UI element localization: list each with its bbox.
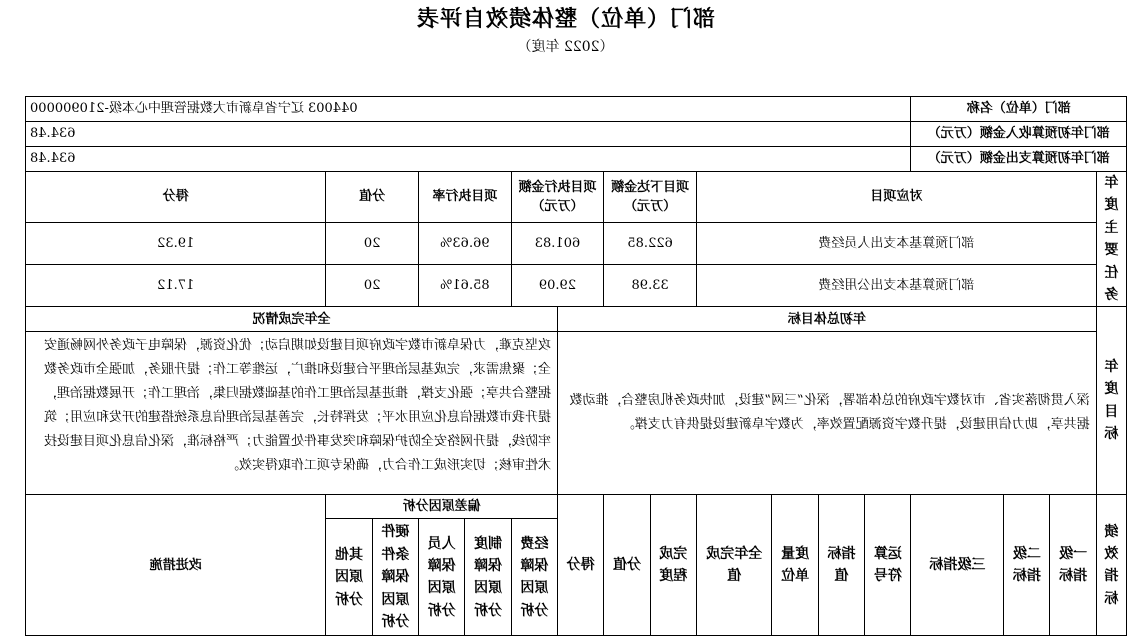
col-level2: 二级指标 bbox=[1004, 495, 1050, 636]
col-system-cause: 制度保障原因分析 bbox=[465, 519, 511, 636]
col-score-value: 分值 bbox=[326, 172, 419, 223]
col-annual-completion: 全年完成值 bbox=[696, 495, 772, 636]
col-hardware-cause: 硬件条件保障原因分析 bbox=[372, 519, 418, 636]
income-label: 部门年初预算收入金额（万元） bbox=[911, 122, 1127, 147]
task-allocated: 33.98 bbox=[604, 265, 697, 307]
col-indicator-value: 指标值 bbox=[818, 495, 864, 636]
col-score: 得分 bbox=[26, 172, 326, 223]
task-score-value: 20 bbox=[326, 223, 419, 265]
task-score: 17.12 bbox=[26, 265, 326, 307]
deviation-header: 偏差原因分析 bbox=[326, 495, 558, 519]
page-title: 部门（单位）整体绩效自评表 bbox=[416, 6, 716, 32]
task-project: 部门预算基本支出公用经费 bbox=[696, 265, 1096, 307]
task-executed: 601.83 bbox=[511, 223, 604, 265]
goals-content-row bbox=[26, 332, 1127, 495]
completion-text: 攻坚克难，力保阜新市数字政府项目建设如期启动；优化资源，保障电子政务外网畅通安全；聚焦需求，完成基层治理平台建设和推广，运维等工作；提升服务，加强全市政务数据整合共享；强化支撑，推进基层治理工作的基础数据归集，治理工作；开展数据治理，提升我市数据信息化应用水平；发挥特长，完善基层治理信息系统搭建的开发和应用；筑牢防线，提升网络安全防护保障和突发事件处置能力；严格标准，深化信息化项目建设技术性审核；切实形成工作合力，确保专项工作取得实效。 bbox=[26, 332, 558, 495]
task-score: 19.32 bbox=[26, 223, 326, 265]
initial-goal-text: 深入贯彻落实省、市对数字政府的总体部署，深化“三网”建设，加快政务机房整合，推动数据共享，助力信用建设，提升数字资源配置效率，为数字阜新建设提供有力支撑。 bbox=[557, 332, 1096, 495]
col-operator: 运算符号 bbox=[865, 495, 911, 636]
expense-row bbox=[26, 147, 1127, 172]
task-row bbox=[26, 265, 1127, 307]
col-level3: 三级指标 bbox=[911, 495, 1004, 636]
expense-value: 634.48 bbox=[26, 147, 911, 172]
goals-section-label: 年度目标 bbox=[1096, 307, 1126, 495]
tasks-section-label: 年度主要任务 bbox=[1096, 172, 1126, 307]
org-name-value: 044003 辽宁省阜新市大数据管理中心本级-210900000 bbox=[26, 97, 911, 122]
org-name-row bbox=[26, 97, 1127, 122]
col-other-cause: 其他原因分析 bbox=[326, 519, 372, 636]
income-row bbox=[26, 122, 1127, 147]
goals-header-row bbox=[26, 307, 1127, 332]
col-rate: 项目执行率 bbox=[418, 172, 511, 223]
indicators-section-label: 绩效指标 bbox=[1096, 495, 1126, 636]
task-allocated: 622.85 bbox=[604, 223, 697, 265]
col-executed: 项目执行金额（万元） bbox=[511, 172, 604, 223]
task-score-value: 20 bbox=[326, 265, 419, 307]
initial-goal-header: 年初总体目标 bbox=[557, 307, 1096, 332]
task-executed: 29.09 bbox=[511, 265, 604, 307]
col-completion-degree: 完成程度 bbox=[650, 495, 696, 636]
task-row bbox=[26, 223, 1127, 265]
task-rate: 96.63% bbox=[418, 223, 511, 265]
expense-label: 部门年初预算支出金额（万元） bbox=[911, 147, 1127, 172]
col-allocated: 项目下达金额（万元） bbox=[604, 172, 697, 223]
col-unit: 度量单位 bbox=[772, 495, 818, 636]
col-ind-score: 得分 bbox=[557, 495, 603, 636]
col-ind-score-value: 分值 bbox=[604, 495, 650, 636]
task-project: 部门预算基本支出人员经费 bbox=[696, 223, 1096, 265]
tasks-header-row bbox=[26, 172, 1127, 223]
col-staff-cause: 人员保障原因分析 bbox=[418, 519, 464, 636]
evaluation-table bbox=[25, 96, 1127, 636]
income-value: 634.48 bbox=[26, 122, 911, 147]
task-rate: 85.61% bbox=[418, 265, 511, 307]
completion-header: 全年完成情况 bbox=[26, 307, 558, 332]
improvement-header: 改进措施 bbox=[26, 495, 326, 636]
org-name-label: 部门（单位）名称 bbox=[911, 97, 1127, 122]
year-subtitle: （2022 年度） bbox=[517, 39, 614, 55]
col-project: 对应项目 bbox=[696, 172, 1096, 223]
indicators-header-row bbox=[26, 495, 1127, 519]
col-funding-cause: 经费保障原因分析 bbox=[511, 519, 557, 636]
col-level1: 一级指标 bbox=[1050, 495, 1096, 636]
